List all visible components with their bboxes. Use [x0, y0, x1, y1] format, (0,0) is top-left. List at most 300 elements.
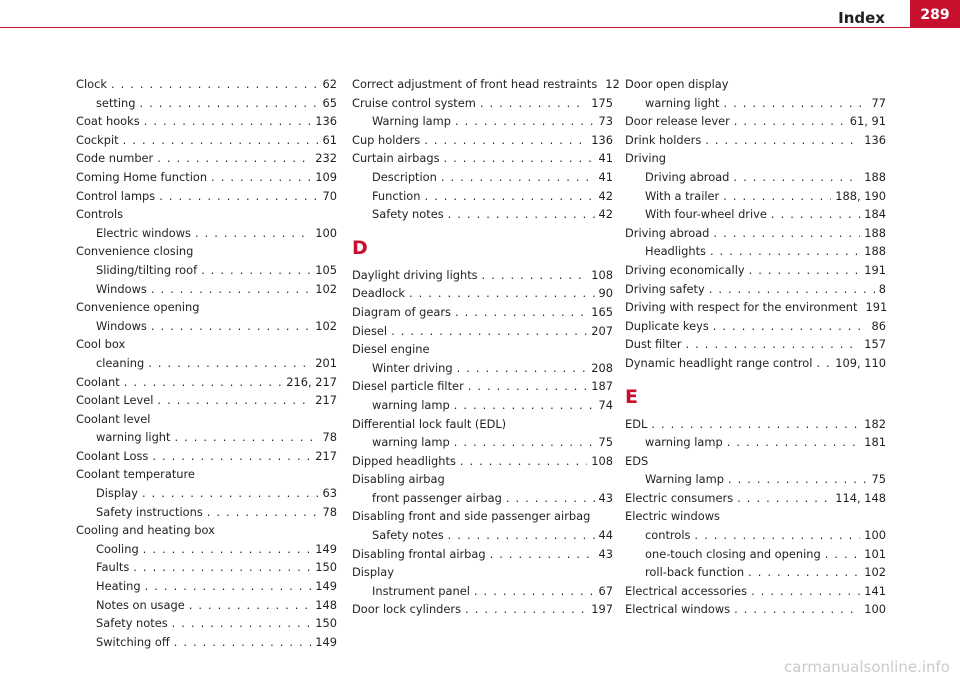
entry-page-number: 102: [315, 281, 337, 296]
index-entry: [625, 507, 886, 526]
index-entry: [625, 280, 886, 299]
entry-page-number: 165: [591, 304, 613, 319]
index-subentry: [76, 261, 337, 280]
entry-label: Diesel: [352, 323, 388, 338]
dot-leader: [441, 168, 595, 187]
index-subentry: [352, 433, 613, 452]
index-entry: [76, 521, 337, 540]
index-subentry: [625, 205, 886, 224]
index-subentry: [625, 168, 886, 187]
entry-label: warning light: [96, 430, 171, 445]
index-entry: [625, 224, 886, 243]
entry-label: Driving economically: [625, 262, 745, 277]
index-entry: [625, 298, 886, 317]
dot-leader: [454, 396, 595, 415]
entry-page-number: 62: [322, 77, 337, 91]
entry-page-number: 43: [598, 546, 613, 561]
entry-label: Windows: [96, 318, 147, 333]
index-entry: [352, 507, 613, 526]
entry-label: Diesel engine: [352, 342, 430, 357]
entry-label: Cruise control system: [352, 95, 476, 110]
dot-leader: [490, 545, 595, 564]
dot-leader: [124, 373, 283, 392]
entry-label: Door lock cylinders: [352, 602, 462, 617]
entry-label: Display: [352, 565, 394, 580]
entry-label: roll-back function: [645, 565, 745, 580]
page-title: Index: [838, 9, 885, 27]
index-subentry: [625, 242, 886, 261]
dot-leader: [749, 261, 861, 280]
dot-leader: [825, 545, 861, 564]
entry-label: Headlights: [645, 244, 706, 259]
index-subentry: [352, 112, 613, 131]
entry-label: Disabling airbag: [352, 472, 445, 487]
index-subentry: [352, 205, 613, 224]
entry-label: Instrument panel: [372, 583, 470, 598]
index-subentry: [625, 94, 886, 113]
entry-page-number: 73: [598, 114, 613, 129]
dot-leader: [751, 582, 860, 601]
index-entry: [352, 131, 613, 150]
entry-page-number: 217: [315, 393, 337, 408]
index-subentry: [76, 633, 337, 652]
entry-label: one-touch closing and opening: [645, 546, 821, 561]
entry-page-number: 208: [591, 360, 613, 375]
dot-leader: [448, 526, 595, 545]
index-entry: [352, 545, 613, 564]
entry-label: Coolant Level: [76, 393, 154, 408]
index-entry: [352, 284, 613, 303]
dot-leader: [733, 168, 860, 187]
dot-leader: [111, 75, 319, 94]
dot-leader: [771, 205, 860, 224]
index-entry: [76, 112, 337, 131]
entry-page-number: 61: [322, 132, 337, 147]
entry-page-number: 136: [591, 132, 613, 147]
entry-page-number: 217: [315, 448, 337, 463]
watermark: carmanualsonline.info: [784, 658, 950, 676]
dot-leader: [816, 354, 831, 373]
entry-page-number: 8: [878, 281, 886, 296]
entry-page-number: 232: [315, 151, 337, 166]
dot-leader: [734, 112, 846, 131]
index-entry: [625, 582, 886, 601]
dot-leader: [457, 359, 588, 378]
dot-leader: [201, 261, 311, 280]
entry-label: With a trailer: [645, 188, 720, 203]
index-entry: [625, 75, 886, 94]
dot-leader: [211, 168, 311, 187]
index-subentry: [76, 577, 337, 596]
entry-label: warning lamp: [645, 435, 723, 450]
section-letter: E: [625, 385, 638, 408]
entry-page-number: 41: [598, 151, 613, 166]
entry-label: Diagram of gears: [352, 304, 451, 319]
entry-label: Dynamic headlight range control: [625, 355, 813, 370]
dot-leader: [391, 322, 587, 341]
index-entry: [76, 335, 337, 354]
entry-page-number: 191: [865, 300, 888, 315]
entry-label: warning lamp: [372, 435, 450, 450]
entry-page-number: 182: [864, 416, 886, 431]
entry-page-number: 75: [871, 472, 886, 487]
entry-page-number: 100: [315, 225, 337, 240]
entry-label: Clock: [76, 77, 107, 91]
entry-page-number: 157: [864, 337, 886, 352]
entry-label: Sliding/tilting roof: [96, 262, 198, 277]
index-entry: [76, 447, 337, 466]
dot-leader: [506, 489, 595, 508]
entry-label: Driving abroad: [625, 225, 710, 240]
index-entry: [352, 377, 613, 396]
index-entry: [76, 75, 337, 94]
footer: [0, 657, 960, 679]
index-entry: [76, 410, 337, 429]
entry-label: Warning lamp: [372, 114, 451, 129]
dot-leader: [172, 614, 312, 633]
index-entry: [352, 322, 613, 341]
index-entry: [625, 317, 886, 336]
dot-leader: [157, 149, 311, 168]
entry-page-number: 41: [598, 169, 613, 184]
entry-page-number: 101: [864, 546, 886, 561]
entry-label: Convenience closing: [76, 244, 194, 259]
entry-label: Electrical windows: [625, 602, 731, 617]
dot-leader: [651, 415, 860, 434]
entry-label: Safety notes: [372, 528, 444, 543]
header-rule: [0, 27, 960, 28]
dot-leader: [145, 577, 312, 596]
dot-leader: [159, 187, 318, 206]
entry-label: Driving safety: [625, 281, 705, 296]
dot-leader: [455, 303, 587, 322]
dot-leader: [174, 633, 312, 652]
entry-page-number: 42: [598, 188, 613, 203]
entry-page-number: 105: [315, 262, 337, 277]
entry-page-number: 102: [864, 565, 886, 580]
dot-leader: [465, 600, 587, 619]
dot-leader: [723, 94, 867, 113]
entry-page-number: 70: [322, 188, 337, 203]
dot-leader: [133, 558, 311, 577]
dot-leader: [189, 596, 312, 615]
entry-label: Electrical accessories: [625, 583, 748, 598]
entry-label: warning lamp: [372, 397, 450, 412]
index-subentry: [76, 484, 337, 503]
entry-label: Curtain airbags: [352, 151, 440, 166]
dot-leader: [694, 526, 860, 545]
dot-leader: [480, 94, 587, 113]
index-entry: [352, 303, 613, 322]
dot-leader: [713, 317, 868, 336]
index-entry: [76, 242, 337, 261]
index-entry: [352, 340, 613, 359]
index-subentry: [76, 540, 337, 559]
index-subentry: [352, 526, 613, 545]
entry-label: Cockpit: [76, 132, 119, 147]
entry-page-number: 141: [864, 583, 886, 598]
dot-leader: [737, 489, 831, 508]
index-column-1: [76, 75, 337, 651]
entry-label: Diesel particle filter: [352, 379, 464, 394]
entry-label: Safety notes: [96, 616, 168, 631]
entry-label: Heating: [96, 579, 141, 594]
entry-label: warning light: [645, 95, 720, 110]
entry-label: Daylight driving lights: [352, 267, 478, 282]
index-entry: [625, 335, 886, 354]
entry-page-number: 187: [591, 379, 613, 394]
dot-leader: [174, 428, 318, 447]
entry-label: Function: [372, 188, 421, 203]
entry-page-number: 108: [591, 453, 613, 468]
entry-page-number: 149: [315, 541, 337, 556]
entry-page-number: 75: [598, 435, 613, 450]
index-subentry: [625, 563, 886, 582]
index-entry: [76, 391, 337, 410]
entry-page-number: 188: [864, 225, 886, 240]
index-subentry: [352, 359, 613, 378]
index-entry: [352, 600, 613, 619]
entry-label: Electric windows: [625, 509, 720, 524]
entry-page-number: 191: [864, 262, 886, 277]
index-entry: [625, 452, 886, 471]
dot-leader: [448, 205, 595, 224]
entry-page-number: 201: [315, 355, 337, 370]
dot-leader: [143, 540, 312, 559]
dot-leader: [151, 280, 311, 299]
entry-page-number: 149: [315, 579, 337, 594]
entry-page-number: 181: [864, 435, 886, 450]
entry-label: Dipped headlights: [352, 453, 456, 468]
entry-page-number: 78: [322, 430, 337, 445]
dot-leader: [455, 112, 595, 131]
entry-label: Correct adjustment of front head restraints: [352, 77, 598, 91]
entry-page-number: 207: [591, 323, 613, 338]
dot-leader: [142, 484, 319, 503]
dot-leader: [140, 94, 319, 113]
index-entry: [625, 131, 886, 150]
dot-leader: [705, 131, 860, 150]
index-entry: [625, 112, 886, 131]
dot-leader: [686, 335, 861, 354]
index-subentry: [76, 317, 337, 336]
dot-leader: [152, 447, 311, 466]
index-subentry: [625, 470, 886, 489]
entry-label: Convenience opening: [76, 300, 200, 315]
dot-leader: [454, 433, 595, 452]
entry-page-number: 65: [322, 95, 337, 110]
dot-leader: [460, 452, 587, 471]
entry-page-number: 150: [315, 616, 337, 631]
entry-page-number: 136: [864, 132, 886, 147]
entry-page-number: 77: [871, 95, 886, 110]
dot-leader: [424, 131, 587, 150]
entry-page-number: 175: [591, 95, 613, 110]
entry-label: Electric windows: [96, 225, 191, 240]
index-subentry: [76, 224, 337, 243]
index-entry: [625, 600, 886, 619]
dot-leader: [734, 600, 860, 619]
entry-label: Driving with respect for the environment: [625, 300, 858, 315]
section-letter: D: [352, 236, 368, 259]
entry-page-number: 149: [315, 634, 337, 649]
index-entry: [76, 187, 337, 206]
index-column-2: [352, 75, 620, 619]
index-subentry: [352, 396, 613, 415]
entry-page-number: 136: [315, 114, 337, 129]
index-entry: [352, 452, 613, 471]
index-subentry: [352, 489, 613, 508]
index-entry: [625, 415, 886, 434]
entry-page-number: 109: [315, 169, 337, 184]
index-entry: [76, 465, 337, 484]
entry-label: Display: [96, 486, 138, 501]
entry-label: Coolant: [76, 374, 120, 389]
entry-label: EDS: [625, 453, 649, 468]
entry-page-number: 148: [315, 597, 337, 612]
dot-leader: [157, 391, 311, 410]
entry-page-number: 74: [598, 397, 613, 412]
dot-leader: [468, 377, 588, 396]
entry-label: Windows: [96, 281, 147, 296]
dot-leader: [207, 503, 319, 522]
entry-page-number: 184: [864, 207, 886, 222]
entry-page-number: 44: [598, 528, 613, 543]
entry-label: Cup holders: [352, 132, 421, 147]
entry-label: Cool box: [76, 337, 126, 352]
index-entry: [625, 149, 886, 168]
index-entry: [352, 266, 613, 285]
dot-leader: [482, 266, 588, 285]
index-entry: [352, 563, 613, 582]
index-subentry: [625, 545, 886, 564]
dot-leader: [148, 354, 311, 373]
entry-page-number: 109, 110: [835, 355, 886, 370]
index-entry: [352, 75, 620, 94]
index-subentry: [76, 94, 337, 113]
entry-page-number: 100: [864, 602, 886, 617]
entry-label: Warning lamp: [645, 472, 724, 487]
entry-label: EDL: [625, 416, 648, 431]
index-subentry: [76, 354, 337, 373]
index-column-3: [625, 75, 886, 619]
entry-label: Coolant level: [76, 411, 151, 426]
entry-label: Code number: [76, 151, 154, 166]
entry-label: front passenger airbag: [372, 490, 502, 505]
entry-page-number: 102: [315, 318, 337, 333]
entry-label: Differential lock fault (EDL): [352, 416, 507, 431]
entry-page-number: 114, 148: [835, 490, 886, 505]
dot-leader: [144, 112, 312, 131]
index-entry: [625, 261, 886, 280]
index-subentry: [352, 187, 613, 206]
entry-label: Safety notes: [372, 207, 444, 222]
dot-leader: [710, 242, 860, 261]
entry-label: Winter driving: [372, 360, 453, 375]
dot-leader: [195, 224, 311, 243]
entry-label: Driving: [625, 151, 666, 166]
dot-leader: [728, 470, 868, 489]
entry-page-number: 150: [315, 560, 337, 575]
index-subentry: [625, 187, 886, 206]
index-subentry: [76, 614, 337, 633]
entry-label: Deadlock: [352, 286, 405, 301]
dot-leader: [713, 224, 860, 243]
entry-label: Door release lever: [625, 114, 730, 129]
entry-label: Faults: [96, 560, 130, 575]
index-entry: [76, 131, 337, 150]
entry-label: Switching off: [96, 634, 170, 649]
index-entry: [625, 489, 886, 508]
entry-page-number: 100: [864, 528, 886, 543]
entry-label: Description: [372, 169, 437, 184]
entry-label: setting: [96, 95, 136, 110]
index-entry: [352, 94, 613, 113]
index-subentry: [625, 526, 886, 545]
index-subentry: [76, 596, 337, 615]
index-entry: [76, 373, 337, 392]
entry-page-number: 90: [598, 286, 613, 301]
entry-label: Electric consumers: [625, 490, 734, 505]
entry-label: Duplicate keys: [625, 318, 709, 333]
entry-label: controls: [645, 528, 691, 543]
dot-leader: [123, 131, 319, 150]
entry-label: cleaning: [96, 355, 145, 370]
index-subentry: [352, 582, 613, 601]
entry-page-number: 42: [598, 207, 613, 222]
index-subentry: [76, 428, 337, 447]
entry-page-number: 108: [591, 267, 613, 282]
dot-leader: [474, 582, 595, 601]
index-entry: [625, 354, 886, 373]
entry-label: Notes on usage: [96, 597, 185, 612]
entry-label: Driving abroad: [645, 169, 730, 184]
entry-label: Cooling: [96, 541, 139, 556]
entry-page-number: 188: [864, 244, 886, 259]
entry-label: Disabling front and side passenger airbag: [352, 509, 591, 524]
entry-label: Disabling frontal airbag: [352, 546, 486, 561]
index-entry: [352, 149, 613, 168]
entry-page-number: 43: [598, 490, 613, 505]
index-entry: [76, 168, 337, 187]
entry-label: Cooling and heating box: [76, 523, 215, 538]
index-entry: [352, 415, 613, 434]
entry-label: Coming Home function: [76, 169, 208, 184]
dot-leader: [723, 187, 831, 206]
dot-leader: [748, 563, 860, 582]
index-subentry: [76, 280, 337, 299]
entry-label: Drink holders: [625, 132, 702, 147]
index-entry: [352, 470, 613, 489]
entry-label: Door open display: [625, 77, 729, 91]
dot-leader: [444, 149, 595, 168]
index-entry: [76, 205, 337, 224]
entry-page-number: 67: [598, 583, 613, 598]
index-subentry: [76, 503, 337, 522]
dot-leader: [709, 280, 875, 299]
index-subentry: [625, 433, 886, 452]
dot-leader: [409, 284, 595, 303]
entry-page-number: 188: [864, 169, 886, 184]
dot-leader: [727, 433, 861, 452]
entry-page-number: 86: [871, 318, 886, 333]
entry-label: With four-wheel drive: [645, 207, 767, 222]
index-subentry: [352, 168, 613, 187]
entry-label: Coolant Loss: [76, 448, 149, 463]
entry-page-number: 188, 190: [835, 188, 886, 203]
entry-page-number: 78: [322, 504, 337, 519]
entry-label: Safety instructions: [96, 504, 203, 519]
